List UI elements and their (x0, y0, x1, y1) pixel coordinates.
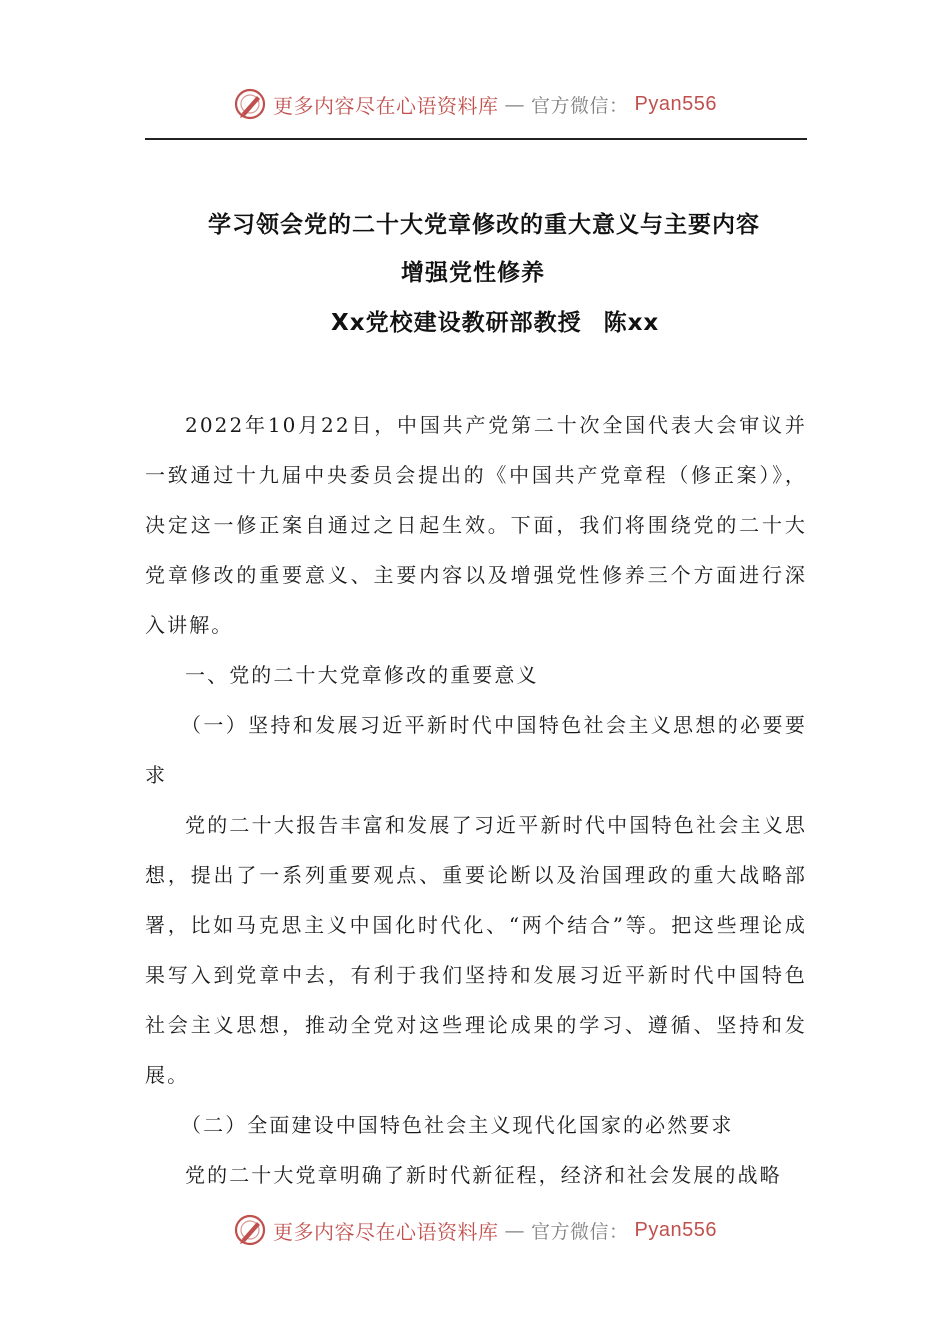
wechat-label: 官方微信： (531, 1220, 629, 1243)
paragraph: 党的二十大报告丰富和发展了习近平新时代中国特色社会主义思想，提出了一系列重要观点、重要论断以及治国理政的重大战略部署，比如马克思主义中国化时代化、“两个结合”等。把这些理论成果写入到党章中去，有利于我们坚持和发展习近平新时代中国特色社会主义思想，推动全党对这些理论成果的学习、遵循、坚持和发展。 (145, 813, 807, 1087)
author-line (331, 304, 659, 337)
document-body (145, 400, 807, 1200)
brand-text: 更多内容尽在心语资料库 (273, 1219, 499, 1244)
subsection-heading: （一）坚持和发展习近平新时代中国特色社会主义思想的必要要求 (145, 713, 807, 787)
section-heading: 一、党的二十大党章修改的重要意义 (185, 663, 539, 687)
pen-logo-icon (233, 1213, 267, 1247)
paragraph: 2022年10月22日，中国共产党第二十次全国代表大会审议并一致通过十九届中央委员会提出的《中国共产党章程（修正案）》，决定这一修正案自通过之日起生效。下面，我们将围绕党的二十大党章修改的重要意义、主要内容以及增强党性修养三个方面进行深入讲解。 (145, 413, 807, 637)
pen-logo-icon (233, 87, 267, 121)
brand-text: 更多内容尽在心语资料库 (273, 93, 499, 118)
wechat-id: Pyan556 (634, 1218, 717, 1241)
brand-watermark (233, 1213, 717, 1247)
subsection-heading: （二）全面建设中国特色社会主义现代化国家的必然要求 (181, 1113, 734, 1137)
document-title: 学习领会党的二十大党章修改的重大意义与主要内容 (208, 212, 760, 238)
document-subtitle: 增强党性修养 (401, 260, 545, 286)
brand-dash: — (504, 1218, 525, 1242)
wechat-id: Pyan556 (634, 92, 717, 115)
author-name: 陈xx (603, 310, 660, 336)
paragraph: 党的二十大党章明确了新时代新征程，经济和社会发展的战略 (185, 1163, 782, 1187)
author-org: Xx党校建设教研部教授 (331, 310, 582, 336)
page-header (0, 84, 950, 124)
brand-dash: — (504, 92, 525, 116)
page-footer (0, 1210, 950, 1250)
brand-watermark (233, 87, 717, 121)
header-divider (145, 138, 807, 140)
wechat-label: 官方微信： (531, 94, 629, 117)
